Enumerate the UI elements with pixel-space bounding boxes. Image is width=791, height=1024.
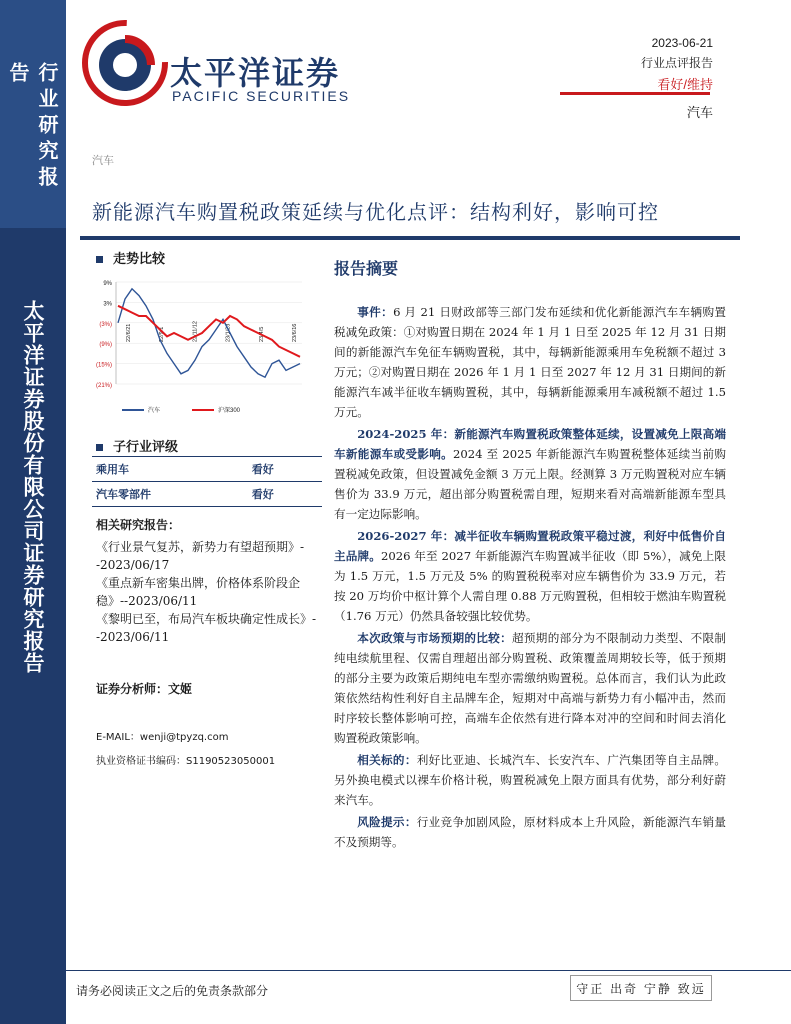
abstract-paragraph bbox=[334, 302, 726, 422]
paragraph-text: 利好比亚迪、长城汽车、长安汽车、广汽集团等自主品牌。另外换电模式以裸车价格计税，购置税减免上限方面具有优势，部分利好蔚来汽车。 bbox=[334, 753, 726, 807]
abstract-body bbox=[334, 302, 726, 854]
table-row bbox=[92, 482, 322, 507]
series-line bbox=[118, 289, 300, 377]
trend-heading-text: 走势比较 bbox=[113, 252, 166, 267]
related-report-item[interactable]: 《行业景气复苏，新势力有望超预期》--2023/06/17 bbox=[96, 540, 305, 572]
report-category-label: 行业研究报告 bbox=[6, 62, 59, 192]
sub-rating-heading bbox=[96, 436, 178, 455]
x-tick-label: 22/9/1 bbox=[159, 326, 166, 342]
report-date: 2023-06-21 bbox=[651, 36, 713, 50]
abstract-paragraph bbox=[334, 526, 726, 626]
paragraph-lead: 相关标的： bbox=[357, 753, 417, 767]
sub-industry-rating: 看好 bbox=[248, 457, 322, 482]
related-report-item[interactable]: 《重点新车密集出牌，价格体系阶段企稳》--2023/06/11 bbox=[96, 576, 301, 608]
series-line bbox=[118, 306, 300, 357]
rating-label: 看好/维持 bbox=[657, 77, 713, 92]
sector-label: 汽车 bbox=[686, 105, 713, 120]
paragraph-text: 超预期的部分为不限制动力类型、不限制纯电续航里程、仅需自理超出部分购置税、政策覆盖周期较长等，低于预期的部分主要为政策后期纯电车型亦需缴纳购置税。总体而言，我们认为此政策依然结构性利好自主品牌车企，短期对中高端与新势力有小幅冲击，然而时序较长整体影响可控，高端车企依然有进行降本对冲的空间和时间去消化购置税政策影响。 bbox=[334, 631, 726, 745]
analyst-license: 执业资格证书编码：S1190523050001 bbox=[96, 756, 276, 767]
paragraph-lead: 2026-2027 年：减半征收车辆购置税政策平稳过渡，利好中低售价自主品牌。 bbox=[334, 529, 726, 563]
abstract-paragraph bbox=[334, 750, 726, 810]
paragraph-text: 行业竞争加剧风险，原材料成本上升风险，新能源汽车销量不及预期等。 bbox=[334, 815, 726, 849]
brand-name-en: PACIFIC SECURITIES bbox=[172, 88, 351, 104]
company-full-name: 太平洋证券股份有限公司证券研究报告 bbox=[21, 300, 46, 674]
report-type: 行业点评报告 bbox=[640, 56, 713, 70]
sidebar bbox=[0, 0, 66, 1024]
y-tick-label: 9% bbox=[103, 281, 112, 287]
abstract-paragraph bbox=[334, 424, 726, 524]
y-tick-label: 3% bbox=[103, 301, 112, 308]
x-tick-label: 22/11/12 bbox=[192, 320, 199, 342]
x-tick-label: 23/6/16 bbox=[292, 323, 298, 342]
title-divider bbox=[80, 236, 740, 240]
sub-rating-table bbox=[92, 456, 322, 507]
paragraph-text: 2026 年至 2027 年新能源汽车购置减半征收（即 5%），减免上限为 1.5 万元，1.5 万元及 5% 的购置税税率对应车辆售价为 33.9 万元，若按 20 万均价中枢计算个人需自理 0.88 万元购置税，但相较于燃油车购置税（1.76 万元）仍然具备较强比较优势。 bbox=[334, 549, 726, 623]
abstract-paragraph bbox=[334, 812, 726, 852]
page-title: 新能源汽车购置税政策延续与优化点评：结构利好，影响可控 bbox=[92, 200, 659, 224]
related-report-item[interactable]: 《黎明已至，布局汽车板块确定性成长》--2023/06/11 bbox=[96, 612, 317, 644]
legend-label: 汽车 bbox=[148, 408, 161, 414]
trend-heading bbox=[96, 248, 165, 267]
legend-label: 沪深300 bbox=[218, 408, 241, 414]
y-tick-label: (15%) bbox=[95, 362, 112, 369]
analyst-email[interactable]: E-MAIL：wenji@tpyzq.com bbox=[96, 732, 229, 743]
paragraph-lead: 2024-2025 年：新能源汽车购置税政策整体延续，设置减免上限高端车新能源车或受影响。 bbox=[334, 427, 726, 461]
related-reports-heading: 相关研究报告： bbox=[96, 518, 181, 532]
square-bullet-icon bbox=[96, 444, 103, 451]
analyst-name: 证券分析师：文姬 bbox=[96, 682, 193, 696]
abstract-paragraph bbox=[334, 628, 726, 748]
paragraph-text: 6 月 21 日财政部等三部门发布延续和优化新能源汽车车辆购置税减免政策：①对购置日期在 2024 年 1 月 1 日至 2025 年 12 月 31 日期间的新能源汽车免征车辆购置税，其中，每辆新能源乘用车免税额不超过 3 万元；②对购置日期在 2026 年 1 月 1 日至 2027 年 12 月 31 日期间的新能源汽车减半征收车辆购置税，其中，每辆新能源乘用车减税额不超过 1.5 万元。 bbox=[334, 305, 726, 419]
paragraph-lead: 事件： bbox=[357, 305, 394, 319]
footer-motto: 守正 出奇 宁静 致远 bbox=[570, 975, 712, 1001]
sub-industry-rating: 看好 bbox=[248, 482, 322, 507]
x-tick-label: 22/6/21 bbox=[126, 323, 132, 342]
paragraph-text: 2024 至 2025 年新能源汽车购置税整体延续当前购置税减免政策，但设置减免金额 3 万元上限。经测算 3 万元购置税对应车辆售价为 33.9 万元，超出部分购置税需自理，短期来看对高端新能源车型具有一定边际影响。 bbox=[334, 447, 726, 521]
sub-industry-name: 乘用车 bbox=[92, 457, 248, 482]
related-reports bbox=[96, 516, 326, 646]
header-divider bbox=[560, 92, 710, 95]
footer-divider bbox=[66, 970, 791, 971]
paragraph-lead: 风险提示： bbox=[357, 815, 417, 829]
y-tick-label: (21%) bbox=[95, 383, 112, 389]
x-tick-label: 23/1/23 bbox=[225, 323, 232, 342]
sector-tag: 汽车 bbox=[92, 154, 114, 167]
sub-rating-heading-text: 子行业评级 bbox=[113, 440, 179, 455]
trend-chart bbox=[86, 272, 308, 422]
x-tick-label: 23/4/5 bbox=[258, 326, 265, 342]
brand-name-cn: 太平洋证券 bbox=[170, 54, 341, 92]
footer-disclaimer: 请务必阅读正文之后的免责条款部分 bbox=[76, 984, 269, 998]
sub-industry-name: 汽车零部件 bbox=[92, 482, 248, 507]
y-tick-label: (9%) bbox=[99, 342, 112, 349]
pacific-securities-logo-icon bbox=[82, 20, 168, 106]
y-tick-label: (3%) bbox=[99, 321, 112, 328]
table-row bbox=[92, 457, 322, 482]
square-bullet-icon bbox=[96, 256, 103, 263]
abstract-title: 报告摘要 bbox=[334, 259, 399, 278]
paragraph-lead: 本次政策与市场预期的比较： bbox=[357, 631, 512, 645]
